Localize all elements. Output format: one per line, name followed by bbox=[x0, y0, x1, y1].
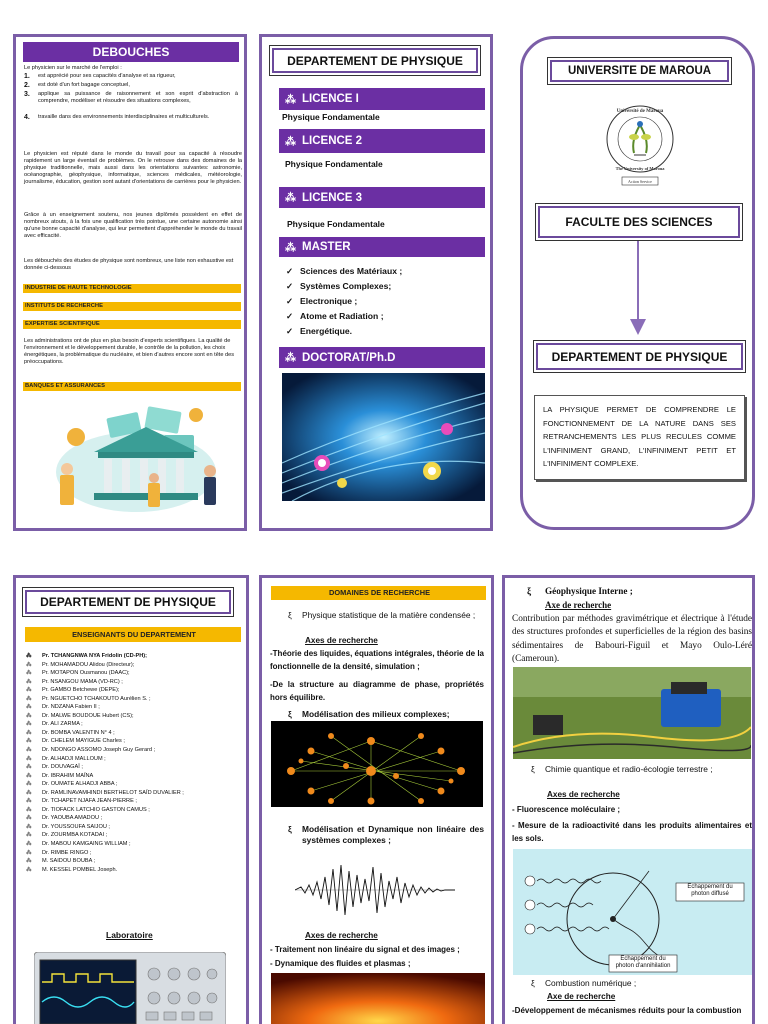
research-panel-2 bbox=[502, 575, 755, 1024]
university-title: UNIVERSITE DE MAROUA bbox=[550, 60, 729, 82]
debouches-panel bbox=[13, 34, 247, 531]
ornament-icon: ⁂ bbox=[26, 772, 32, 779]
sector-industrie: INDUSTRIE DE HAUTE TECHNOLOGIE bbox=[23, 284, 241, 293]
axes3a-text: - Traitement non linéaire du signal et des images ; bbox=[270, 945, 460, 954]
list-item: ⁂ Dr. NDONGO ASSOMO Joseph Guy Gerard ; bbox=[26, 747, 156, 754]
ornament-icon: ⁂ bbox=[26, 832, 32, 839]
axes-chem-title: Axes de recherche bbox=[547, 790, 620, 799]
ornament-icon: ⁂ bbox=[26, 704, 32, 711]
list-item: ✓ Electronique ; bbox=[286, 296, 358, 306]
domain-statistical-physics: ξ Physique statistique de la matière condensée ; bbox=[288, 610, 476, 620]
sector-expertise: EXPERTISE SCIENTIFIQUE bbox=[23, 320, 241, 329]
debouches-para3: Les débouchés des études de physique sont nombreux, une liste non exhaustive est donnée ci-dessous bbox=[24, 258, 234, 271]
ornament-icon: ⁂ bbox=[26, 670, 32, 677]
oscilloscope-image bbox=[34, 952, 226, 1024]
programs-title: DEPARTEMENT DE PHYSIQUE bbox=[272, 48, 478, 73]
ornament-icon: ξ bbox=[531, 978, 535, 988]
axes3b-text: - Dynamique des fluides et plasmas ; bbox=[270, 959, 411, 968]
list-item: ⁂ M. SAIDOU BOUBA ; bbox=[26, 858, 96, 865]
staff-title: ENSEIGNANTS DU DEPARTEMENT bbox=[25, 627, 241, 642]
doctorat-bar: ⁂ DOCTORAT/Ph.D bbox=[279, 347, 485, 368]
ornament-icon: ⁂ bbox=[26, 721, 32, 728]
department-description: LA PHYSIQUE PERMET DE COMPRENDRE LE FONCTIONNEMENT DE LA NATURE DANS SES RETRANCHEMENTS LES PLUS RECULES COMME L'INFINIMENT GRAND, L'INFINIMENT PETIT ET L'INFINIMENT COMPLEXE. bbox=[543, 405, 736, 468]
debouches-para4: Les administrations ont de plus en plus besoin d'experts scientifiques. La qualité de l'environnement et le développement durable, le contrôle de la pollution, les choix énergétiques, la problématique du nucléaire, et bien d'autres encore sont en tête des préoccupations. bbox=[24, 338, 235, 365]
list-item: ⁂ Pr. NGUETCHO TCHAKOUTO Aurélien S. ; bbox=[26, 695, 151, 702]
axes-combustion-title: Axe de recherche bbox=[547, 992, 616, 1001]
list-item: 4. travaille dans des environnements interdisciplinaires et multiculturels. bbox=[24, 114, 210, 121]
check-icon: ✓ bbox=[286, 281, 294, 291]
staff-panel-title: DEPARTEMENT DE PHYSIQUE bbox=[25, 590, 231, 614]
list-item: 3. applique sa puissance de raisonnement et son esprit d'abstraction à comprendre, modéliser et résoudre des situations complexes, bbox=[24, 91, 238, 104]
research-panel-1 bbox=[259, 575, 494, 1024]
check-icon: ✓ bbox=[286, 266, 294, 276]
list-item: ⁂ Dr. TIOFACK LATCHIO GASTON CAMUS ; bbox=[26, 806, 150, 813]
list-item: ⁂ Dr. YAOUBA AMADOU ; bbox=[26, 815, 103, 822]
list-item: ⁂ Pr. MOTAPON Ousmanou (DAAC); bbox=[26, 670, 130, 677]
cover-panel bbox=[520, 36, 755, 530]
check-icon: ✓ bbox=[286, 311, 294, 321]
licence3-sub: Physique Fondamentale bbox=[287, 219, 385, 229]
ornament-icon: ⁂ bbox=[26, 738, 32, 745]
axes-combustion-text: -Développement de mécanismes réduits pour la combustion bbox=[512, 1006, 742, 1015]
axes-geo-text: Contribution par méthodes gravimétrique et électrique à l'étude des structures profondes et superficielles de la région des basins sédimentaires de Babouri-Figuil et Mayo Oulo-Léré (Cameroun). bbox=[512, 614, 752, 665]
ornament-icon: ⁂ bbox=[26, 806, 32, 813]
ornament-icon: ⁂ bbox=[26, 653, 32, 659]
list-item: ⁂ Dr. MABOU KAMGAING WILLIAM ; bbox=[26, 841, 131, 848]
plasma-image bbox=[271, 973, 485, 1024]
list-item: ✓ Systèmes Complexes; bbox=[286, 281, 392, 291]
list-item: ⁂ Dr. IBRAHIM MAÏNA bbox=[26, 772, 94, 779]
ornament-icon: ⁂ bbox=[26, 781, 32, 788]
axes1-text: -Théorie des liquides, équations intégrales, théorie de la fonctionnelle de la densité, simulation ; bbox=[270, 649, 484, 671]
list-item: ⁂ Pr. TCHANGNWA NYA Fridolin (CD-PH); bbox=[26, 653, 148, 659]
axes-chem-a: - Fluorescence moléculaire ; bbox=[512, 805, 621, 814]
sector-instituts: INSTITUTS DE RECHERCHE bbox=[23, 302, 241, 311]
signal-waveform-image bbox=[295, 857, 455, 924]
ornament-icon: ⁂ bbox=[26, 695, 32, 702]
logo-arc-text-bottom: The University of Maroua bbox=[615, 166, 665, 171]
licence2-bar: ⁂ LICENCE 2 bbox=[279, 129, 485, 153]
list-item: ⁂ Dr. YOUSSOUFA SAIJOU ; bbox=[26, 823, 110, 830]
debouches-list bbox=[24, 73, 244, 130]
ornament-icon: ξ bbox=[531, 764, 535, 774]
list-item: ⁂ Dr. TCHAPET NJAFA JEAN-PIERRE ; bbox=[26, 798, 137, 805]
staff-panel bbox=[13, 575, 249, 1024]
ornament-icon: ⁂ bbox=[26, 866, 32, 873]
ornament-icon: ⁂ bbox=[26, 823, 32, 830]
list-item: ⁂ Pr. GAMBO Betchewe (DEPE); bbox=[26, 687, 120, 694]
licence2-sub: Physique Fondamentale bbox=[285, 159, 383, 169]
debouches-para1: Le physicien est réputé dans le monde du travail pour sa capacité à résoudre rapidement un large éventail de problèmes. On le retrouve dans des domaines de la physique traditionnelle, mais aussi dans les orientations suivantes: astronomie, océanographie, géophysique, informatique, sciences médicales, météorologie, journalisme, éducation, gestion sont autant d'orientations de carrières pour le physicien. bbox=[24, 151, 242, 185]
logo-motto: Action Service bbox=[628, 179, 652, 184]
network-image bbox=[271, 721, 483, 807]
lab-label: Laboratoire bbox=[106, 930, 153, 940]
faculty-title: FACULTE DES SCIENCES bbox=[538, 206, 740, 238]
ornament-icon: ⁂ bbox=[26, 798, 32, 805]
ornament-icon: ⁂ bbox=[26, 712, 32, 719]
ornament-icon: ⁂ bbox=[285, 135, 296, 148]
list-item: ✓ Sciences des Matériaux ; bbox=[286, 266, 403, 276]
ornament-icon: ⁂ bbox=[26, 729, 32, 736]
axes-geo-title: Axe de recherche bbox=[545, 600, 612, 610]
ornament-icon: ξ bbox=[288, 610, 292, 620]
list-item: ⁂ Dr. NDZANA Fabien II ; bbox=[26, 704, 100, 711]
ornament-icon: ⁂ bbox=[26, 849, 32, 856]
list-item: ⁂ Dr. RIMBE RINGO ; bbox=[26, 849, 92, 856]
list-item: ⁂ Dr. ALI ZARMA ; bbox=[26, 721, 83, 728]
master-bar: ⁂ MASTER bbox=[279, 237, 485, 257]
ornament-icon: ⁂ bbox=[26, 747, 32, 754]
licence1-bar: ⁂ LICENCE I bbox=[279, 88, 485, 110]
list-item: ⁂ M. KESSEL POMBEL Joseph. bbox=[26, 866, 118, 873]
list-item: ✓ Atome et Radiation ; bbox=[286, 311, 384, 321]
ornament-icon: ⁂ bbox=[26, 755, 32, 762]
ornament-icon: ξ bbox=[288, 709, 292, 719]
debouches-para2: Grâce à un enseignement soutenu, nos jeunes diplômés possèdent en effet de nombreux atouts, à la fois une qualification très pointue, une certaine autonomie ainsi qu'une bonne capacité d'analyse, qui leur permettent d'appréhender le monde du travail avec efficacité. bbox=[24, 212, 242, 239]
sector-banques: BANQUES ET ASSURANCES bbox=[23, 382, 241, 391]
ornament-icon: ξ bbox=[527, 586, 532, 596]
ornament-icon: ⁂ bbox=[26, 789, 32, 796]
domain-nonlinear-dynamics: ξ Modélisation et Dynamique non linéaire des systèmes complexes ; bbox=[288, 824, 484, 846]
list-item: ⁂ Dr. RAMLINAVAMHINDI BERTHELOT SAÏD DUVALIER ; bbox=[26, 789, 184, 796]
domain-quantum-chemistry: ξ Chimie quantique et radio-écologie terrestre ; bbox=[531, 764, 713, 774]
list-item: ⁂ Pr. MOHAMADOU Alidou (Directeur); bbox=[26, 661, 135, 668]
licence3-bar: ⁂ LICENCE 3 bbox=[279, 187, 485, 208]
field-survey-image bbox=[513, 667, 751, 759]
ornament-icon: ⁂ bbox=[26, 841, 32, 848]
ornament-icon: ⁂ bbox=[26, 815, 32, 822]
department-title: DEPARTEMENT DE PHYSIQUE bbox=[536, 343, 743, 370]
ornament-icon: ⁂ bbox=[285, 93, 296, 106]
master-list bbox=[286, 266, 402, 341]
domain-geophysics: ξ Géophysique Interne ; bbox=[527, 586, 633, 596]
teacher-list bbox=[26, 652, 184, 874]
list-item: ⁂ Dr. OUMATE ALHADJI ABBA ; bbox=[26, 781, 118, 788]
ornament-icon: ⁂ bbox=[26, 858, 32, 865]
domain-combustion: ξ Combustion numérique ; bbox=[531, 978, 637, 988]
check-icon: ✓ bbox=[286, 296, 294, 306]
ornament-icon: ⁂ bbox=[285, 241, 296, 254]
licence1-sub: Physique Fondamentale bbox=[282, 112, 380, 122]
programs-panel bbox=[259, 34, 493, 531]
logo-arc-text: Université de Maroua bbox=[616, 109, 664, 114]
debouches-intro: Le physicien sur le marché de l'emploi : bbox=[24, 65, 122, 71]
list-item: 2. est doté d'un fort bagage conceptuel, bbox=[24, 82, 130, 89]
ornament-icon: ⁂ bbox=[26, 764, 32, 771]
diagram-label-annihilation: Echappement du photon d'annihilation bbox=[615, 956, 671, 970]
axes-chem-b: - Mesure de la radioactivité dans les produits alimentaires et les sols. bbox=[512, 821, 752, 843]
axes3-title: Axes de recherche bbox=[305, 931, 378, 940]
fiber-optics-image bbox=[282, 373, 485, 501]
research-title: DOMAINES DE RECHERCHE bbox=[271, 586, 486, 600]
list-item: ⁂ Dr. DOUVAGAÏ ; bbox=[26, 764, 83, 771]
list-item: ⁂ Dr. MALWE BOUDOUE Hubert (CS); bbox=[26, 712, 134, 719]
axes1-title: Axes de recherche bbox=[305, 636, 378, 645]
domain-complex-media: ξ Modélisation des milieux complexes; bbox=[288, 709, 450, 719]
axes1b-text: -De la structure au diagramme de phase, propriétés hors équilibre. bbox=[270, 680, 484, 702]
ornament-icon: ⁂ bbox=[26, 678, 32, 685]
department-description-box bbox=[534, 395, 745, 480]
bank-illustration bbox=[46, 397, 226, 517]
ornament-icon: ⁂ bbox=[26, 661, 32, 668]
list-item: 1. est apprécié pour ses capacités d'analyse et sa rigueur, bbox=[24, 73, 176, 80]
list-item: ⁂ Dr. ZOURMBA KOTADAI ; bbox=[26, 832, 108, 839]
university-logo bbox=[604, 97, 676, 191]
check-icon: ✓ bbox=[286, 326, 294, 336]
ornament-icon: ⁂ bbox=[285, 352, 296, 364]
list-item: ⁂ Dr. ALHADJI MALLOUM ; bbox=[26, 755, 106, 762]
list-item: ⁂ Pr. NSANGOU MAMA (VD-RC) ; bbox=[26, 678, 123, 685]
debouches-title: DEBOUCHES bbox=[23, 42, 239, 62]
list-item: ⁂ Dr. BOMBA VALENTIN N° 4 ; bbox=[26, 729, 115, 736]
diagram-label-scattered: Echappement du photon diffusé bbox=[687, 884, 733, 898]
ornament-icon: ⁂ bbox=[26, 687, 32, 694]
ornament-icon: ⁂ bbox=[285, 192, 296, 204]
list-item: ⁂ Dr. CHELEM MAYIGUE Charles ; bbox=[26, 738, 125, 745]
list-item: ✓ Energétique. bbox=[286, 326, 353, 336]
ornament-icon: ξ bbox=[288, 824, 292, 834]
arrow-down-icon bbox=[626, 241, 650, 337]
